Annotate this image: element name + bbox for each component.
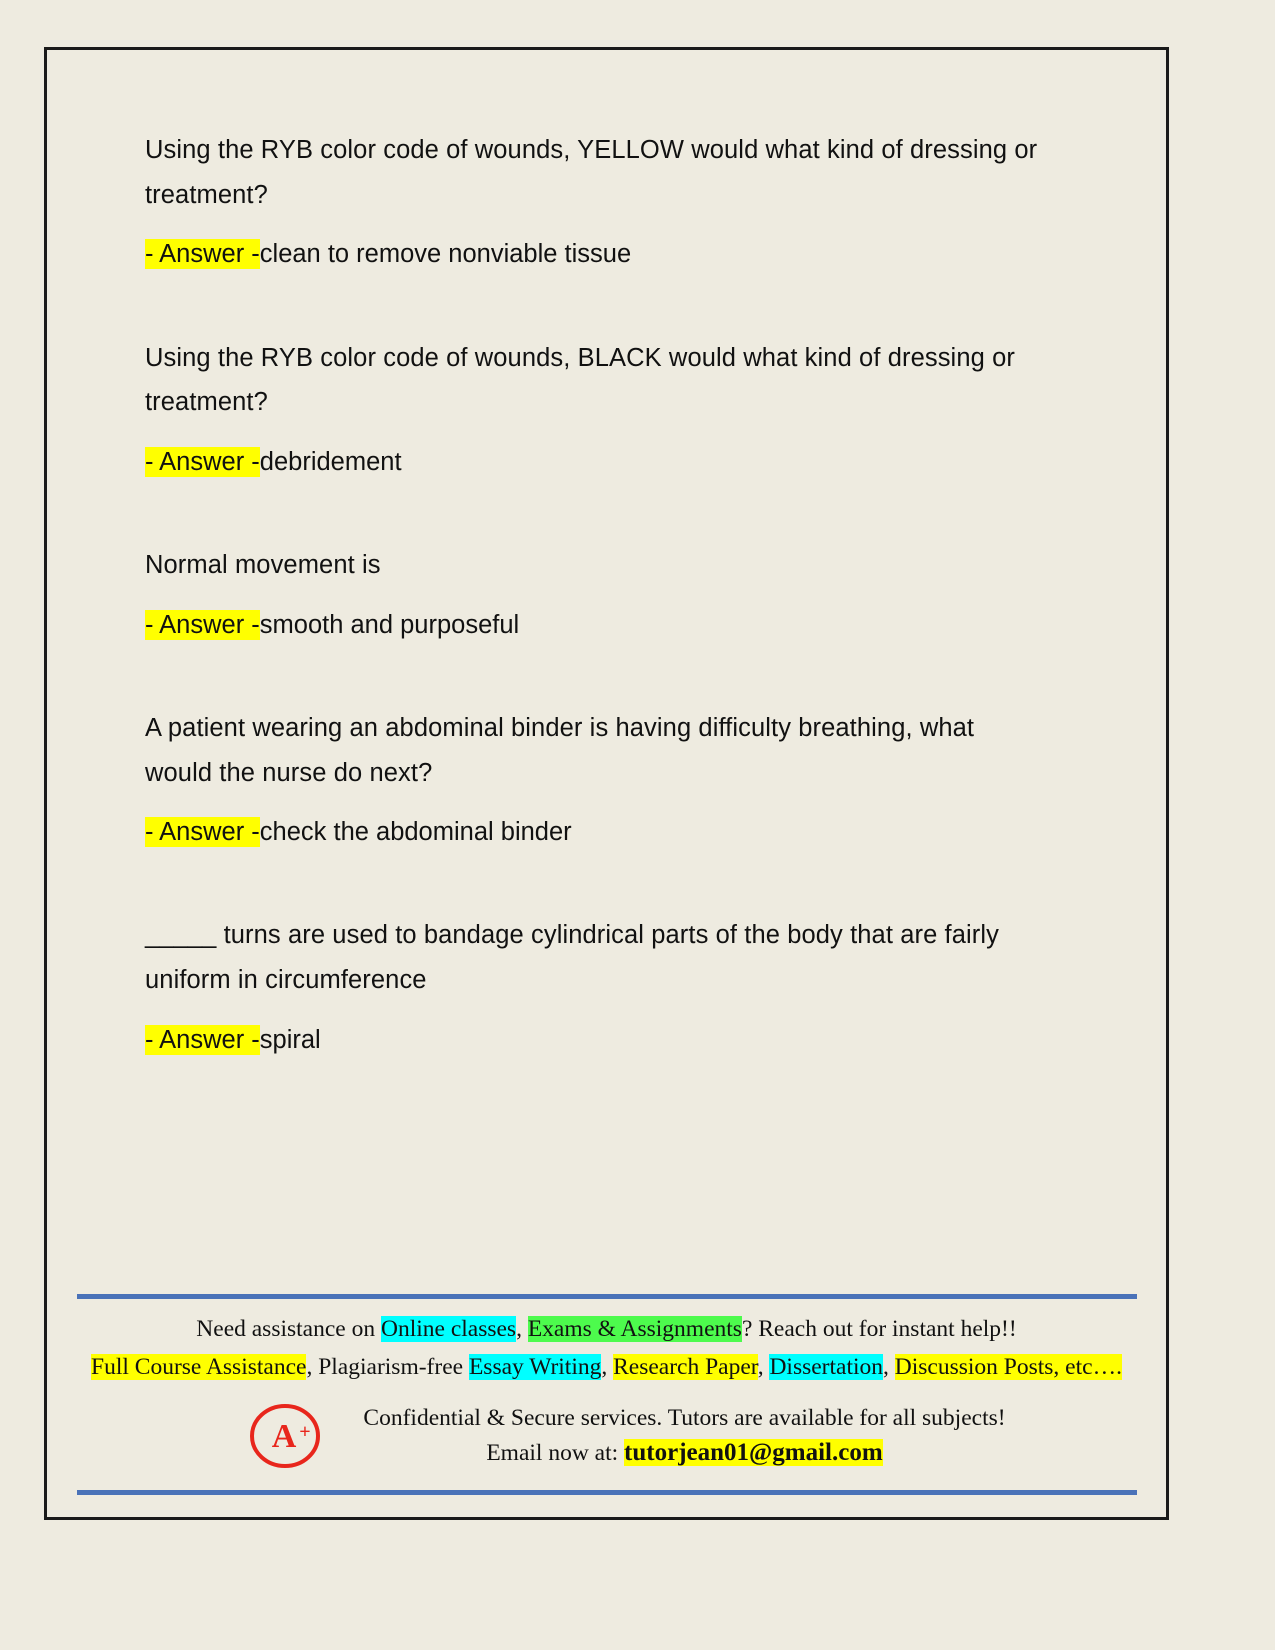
promo-highlight-dissertation: Dissertation [769,1353,884,1380]
promo-text: , [883,1353,895,1380]
question-text: Using the RYB color code of wounds, BLACK would what kind of dressing or treatment? [145,343,1015,417]
answer-text: clean to remove nonviable tissue [259,240,632,269]
promo-text: Need assistance on [196,1316,381,1343]
promo-footer [47,1294,1166,1517]
promo-lower [69,1398,1144,1474]
question-text: Using the RYB color code of wounds, YELLOW would what kind of dressing or treatment? [145,136,1038,209]
question-text: Normal movement is [145,551,381,579]
answer-text: debridement [259,447,402,476]
promo-highlight-essay-writing: Essay Writing [468,1353,602,1380]
question-text: _____ turns are used to bandage cylindrical parts of the body that are fairly uniform in circumference [145,921,999,994]
email-label: Email now at: [486,1439,619,1466]
answer-tag: - Answer - [145,610,260,639]
answer-line [145,443,1106,481]
promo-line-1 [69,1313,1144,1346]
answer-tag: - Answer - [145,1025,260,1054]
promo-highlight-research-paper: Research Paper [613,1353,758,1380]
question-text: A patient wearing an abdominal binder is having difficulty breathing, what would the nurse do next? [145,713,975,787]
qa-item [145,336,1106,482]
promo-contact [363,1401,1005,1471]
promo-line-2 [69,1351,1144,1384]
answer-text: spiral [259,1025,321,1054]
answer-text: check the abdominal binder [259,818,572,847]
footer-divider-bottom [77,1490,1137,1495]
promo-text: , [516,1316,528,1343]
qa-item [145,543,1106,644]
a-plus-grade-icon [247,1398,323,1474]
email-address[interactable]: tutorjean01@gmail.com [624,1438,883,1466]
answer-line [145,1021,1106,1059]
answer-tag: - Answer - [145,240,260,269]
answer-tag: - Answer - [145,818,260,847]
promo-highlight-exams-assignments: Exams & Assignments [527,1316,742,1343]
document-content [47,50,1166,1059]
promo-highlight-discussion-posts: Discussion Posts, etc…. [894,1353,1122,1380]
promo-text: , [601,1353,614,1380]
email-row [363,1435,1005,1471]
document-page [44,47,1169,1520]
promo-highlight-full-course: Full Course Assistance [91,1353,307,1380]
promo-text: ? Reach out for instant help!! [741,1316,1017,1343]
qa-item [145,128,1106,274]
qa-item [145,706,1106,852]
promo-highlight-online-classes: Online classes [380,1316,517,1343]
qa-item [145,913,1106,1059]
svg-text:+: + [299,1421,312,1443]
answer-tag: - Answer - [145,447,260,476]
answer-line [145,813,1106,851]
answer-line [145,235,1106,273]
promo-text: , Plagiarism-free [306,1353,469,1380]
answer-line [145,606,1106,644]
footer-divider-top [77,1294,1137,1299]
confidential-text: Confidential & Secure services. Tutors are available for all subjects! [363,1404,1006,1431]
promo-text: , [757,1353,770,1380]
answer-text: smooth and purposeful [259,610,520,639]
svg-text:A: A [272,1418,297,1455]
